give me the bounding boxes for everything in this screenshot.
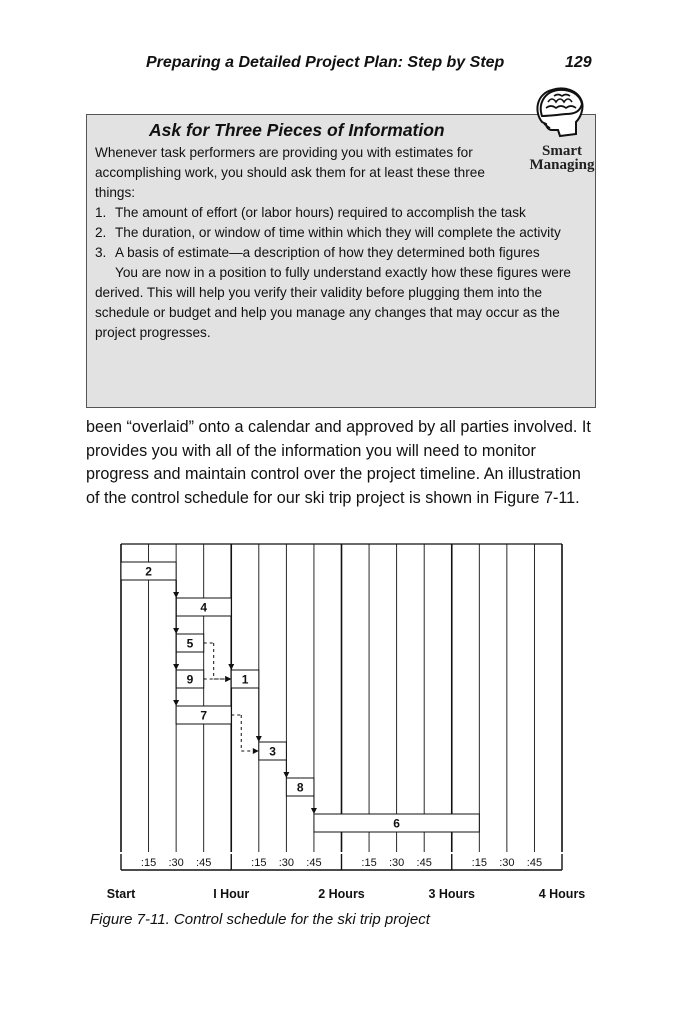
task-label: 8 bbox=[296, 780, 304, 795]
brain-head-icon bbox=[520, 82, 600, 144]
x-major-label: I Hour bbox=[213, 887, 250, 901]
x-tick-label: :45 bbox=[196, 857, 212, 869]
x-major-label: 2 Hours bbox=[318, 887, 365, 901]
smart-managing-logo bbox=[520, 82, 600, 174]
control-schedule-chart bbox=[100, 540, 600, 912]
dependency-arrowhead bbox=[225, 676, 231, 682]
list-number: 1. bbox=[95, 205, 107, 220]
chapter-title: Preparing a Detailed Project Plan: Step by Step bbox=[146, 54, 505, 71]
body-paragraph: been “overlaid” onto a calendar and approved by all parties involved. It provides you with all of the information you will need to monitor progress and maintain control over the project timeline. An illustration of the control schedule for our ski trip project is shown in Figure 7-11. bbox=[86, 418, 591, 507]
x-tick-label: :30 bbox=[278, 857, 295, 869]
task-label: 3 bbox=[269, 744, 276, 759]
figure-caption: Figure 7-11. Control schedule for the ski trip project bbox=[90, 911, 430, 928]
list-text: The duration, or window of time within which they will complete the activity bbox=[115, 225, 561, 240]
x-tick-label: :15 bbox=[140, 857, 157, 869]
logo-line: Smart bbox=[542, 143, 582, 159]
x-tick-label: :30 bbox=[168, 857, 184, 869]
running-header bbox=[0, 54, 682, 76]
task-label: 9 bbox=[186, 672, 194, 687]
list-number: 2. bbox=[95, 225, 107, 240]
x-tick-label: :45 bbox=[416, 857, 432, 869]
x-tick-label: :30 bbox=[499, 857, 515, 869]
sidebar-body bbox=[95, 143, 585, 343]
sidebar-list-item bbox=[95, 203, 585, 223]
x-tick-label: :15 bbox=[251, 857, 267, 869]
dependency-arrowhead bbox=[173, 700, 179, 706]
x-tick-label: :15 bbox=[361, 857, 377, 869]
logo-wordmark bbox=[524, 144, 600, 172]
task-label: 4 bbox=[200, 600, 208, 615]
x-tick-label: :15 bbox=[471, 857, 487, 869]
task-label: 1 bbox=[241, 672, 249, 687]
sidebar-intro: Whenever task performers are providing you with estimates for accomplishing work, you should ask them for at least these three things: bbox=[95, 145, 485, 200]
gantt-chart-svg bbox=[100, 540, 600, 912]
x-major-label: 4 Hours bbox=[538, 887, 586, 901]
list-number: 3. bbox=[95, 245, 107, 260]
dependency-arrowhead bbox=[283, 772, 289, 778]
sidebar-list-item bbox=[95, 243, 585, 263]
sidebar-list bbox=[95, 203, 585, 263]
task-label: 7 bbox=[200, 708, 208, 723]
sidebar-closing: You are now in a position to fully understand exactly how these figures were derived. This will help you verify their validity before plugging them into the schedule or budget and help you manage any changes that may occur as the project progresses. bbox=[95, 265, 571, 340]
logo-line: Managing bbox=[529, 157, 595, 173]
dependency-arrowhead bbox=[228, 664, 234, 670]
x-major-label: 3 Hours bbox=[428, 887, 476, 901]
sidebar-title: Ask for Three Pieces of Information bbox=[149, 120, 445, 140]
task-label: 6 bbox=[393, 816, 400, 831]
task-label: 2 bbox=[145, 564, 152, 579]
list-text: A basis of estimate—a description of how they determined both figures bbox=[115, 245, 540, 260]
page-number: 129 bbox=[565, 54, 592, 71]
x-major-label: Start bbox=[106, 887, 136, 901]
x-tick-label: :45 bbox=[526, 857, 543, 869]
x-tick-label: :30 bbox=[388, 857, 405, 869]
x-tick-label: :45 bbox=[306, 857, 322, 869]
task-label: 5 bbox=[186, 636, 194, 651]
list-text: The amount of effort (or labor hours) required to accomplish the task bbox=[115, 205, 526, 220]
dependency-arrowhead bbox=[311, 808, 317, 814]
dependency-arrowhead bbox=[253, 748, 259, 754]
dependency-arrowhead bbox=[256, 736, 262, 742]
sidebar-list-item bbox=[95, 223, 585, 243]
